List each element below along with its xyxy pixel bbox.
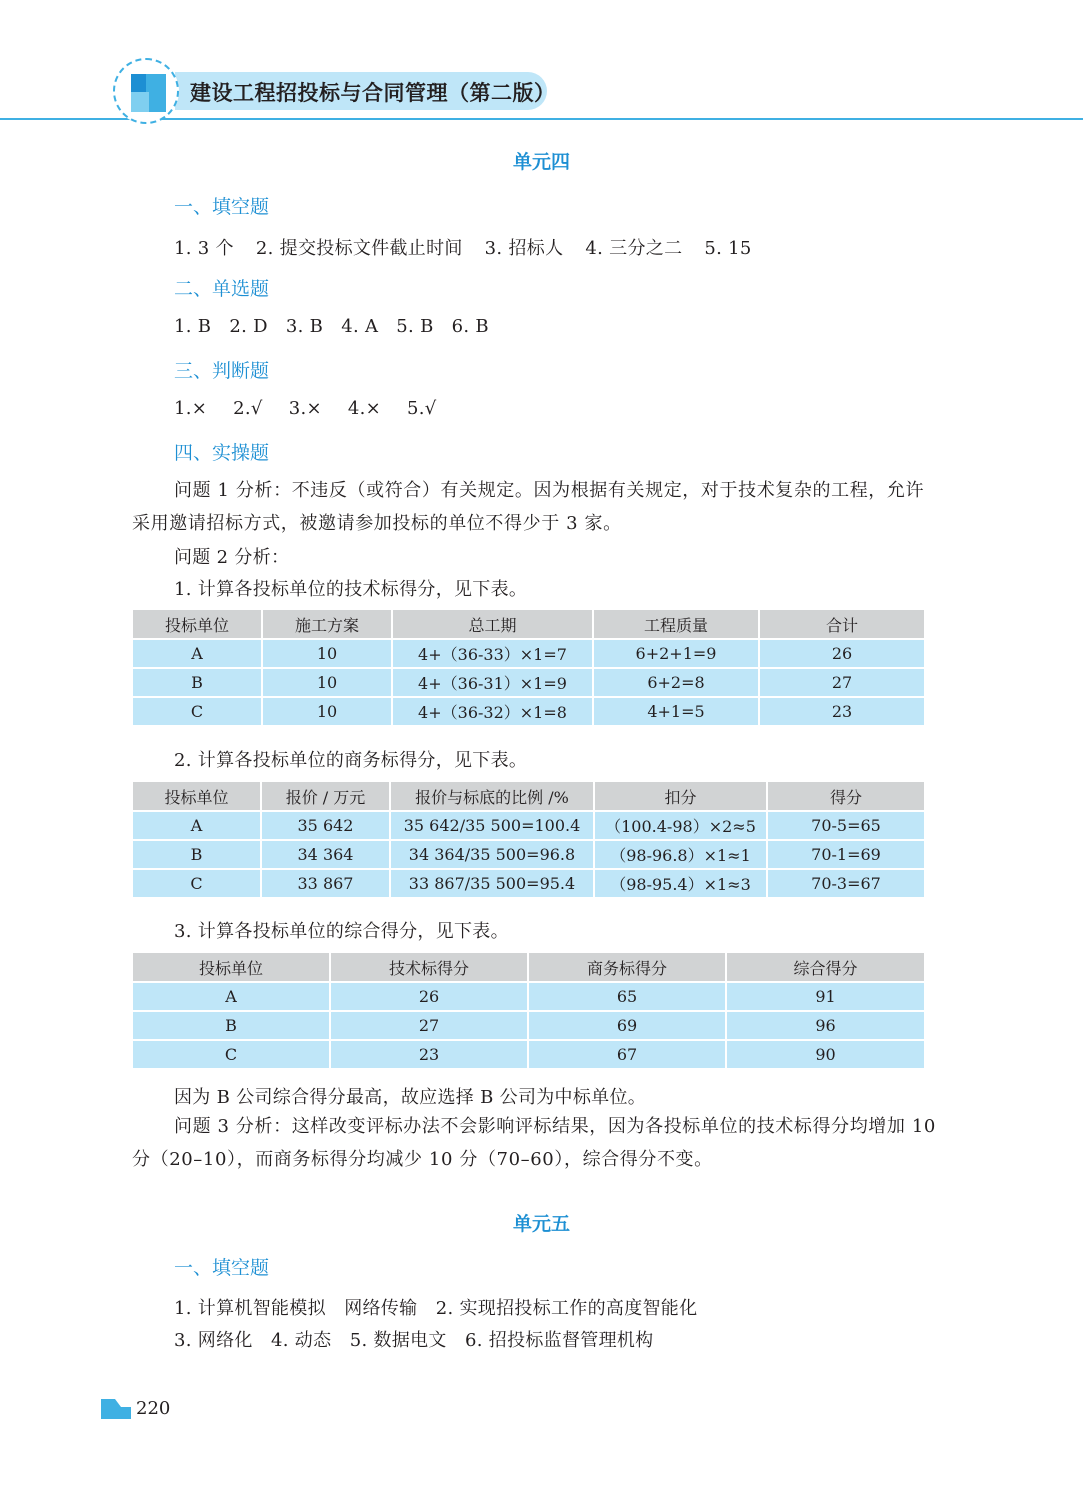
table-cell: 6+2=8 bbox=[593, 668, 759, 697]
step-text: 3. 计算各投标单位的综合得分，见下表。 bbox=[174, 921, 509, 942]
answer-line: 3. 网络化 4. 动态 5. 数据电文 6. 招投标监督管理机构 bbox=[174, 1330, 654, 1351]
answer-item: 1. B bbox=[174, 316, 212, 337]
table-row bbox=[132, 697, 925, 726]
table-cell: 34 364/35 500=96.8 bbox=[390, 840, 594, 869]
table-row bbox=[132, 1011, 925, 1040]
table-cell: 65 bbox=[528, 982, 726, 1011]
table-cell: C bbox=[132, 869, 261, 898]
table-cell: 34 364 bbox=[261, 840, 390, 869]
table-cell: （98-95.4）×1≈3 bbox=[594, 869, 767, 898]
table-cell: 35 642/35 500=100.4 bbox=[390, 811, 594, 840]
table-cell: A bbox=[132, 982, 330, 1011]
logo-square-icon bbox=[131, 92, 149, 112]
table-cell: 10 bbox=[262, 697, 392, 726]
answer-item: 5. B bbox=[396, 316, 434, 337]
answer-item: 5. 15 bbox=[704, 238, 752, 259]
answer-item: 2. D bbox=[229, 316, 268, 337]
unit-title: 单元四 bbox=[512, 151, 570, 173]
table-cell: 90 bbox=[726, 1040, 925, 1069]
column-header: 投标单位 bbox=[132, 609, 262, 639]
table-row bbox=[132, 840, 925, 869]
answer-item: 3. B bbox=[285, 316, 324, 337]
table-cell: 4+（36-31）×1=9 bbox=[392, 668, 593, 697]
tech-score-table bbox=[131, 608, 926, 727]
column-header: 总工期 bbox=[392, 609, 593, 639]
table-row bbox=[132, 639, 925, 668]
page-tab-icon bbox=[101, 1399, 131, 1419]
column-header: 投标单位 bbox=[132, 952, 330, 982]
section-heading: 一、填空题 bbox=[174, 196, 270, 218]
answer-line: 1. 计算机智能模拟 网络传输 2. 实现招投标工作的高度智能化 bbox=[174, 1298, 698, 1319]
table-cell: A bbox=[132, 811, 261, 840]
table-row bbox=[132, 668, 925, 697]
table-cell: B bbox=[132, 668, 262, 697]
table-cell: B bbox=[132, 1011, 330, 1040]
answer-line bbox=[174, 234, 774, 260]
column-header: 报价 / 万元 bbox=[261, 781, 390, 811]
column-header: 扣分 bbox=[594, 781, 767, 811]
step-text: 1. 计算各投标单位的技术标得分，见下表。 bbox=[174, 579, 528, 600]
table-cell: （98-96.8）×1≈1 bbox=[594, 840, 767, 869]
answer-item: 4. 三分之二 bbox=[585, 238, 683, 259]
section-heading: 一、填空题 bbox=[174, 1257, 270, 1279]
table-cell: 33 867/35 500=95.4 bbox=[390, 869, 594, 898]
logo-square-icon bbox=[146, 74, 166, 112]
table-row bbox=[132, 869, 925, 898]
answer-line bbox=[174, 316, 507, 337]
column-header: 综合得分 bbox=[726, 952, 925, 982]
page-header bbox=[0, 0, 1083, 130]
table-cell: A bbox=[132, 639, 262, 668]
table-cell: 33 867 bbox=[261, 869, 390, 898]
answer-item: 2.√ bbox=[233, 398, 263, 419]
answer-item: 4.× bbox=[347, 398, 382, 419]
table-cell: 4+1=5 bbox=[593, 697, 759, 726]
column-header: 得分 bbox=[767, 781, 925, 811]
table-cell: 23 bbox=[330, 1040, 528, 1069]
table-cell: 67 bbox=[528, 1040, 726, 1069]
answer-item: 4. A bbox=[341, 316, 379, 337]
table-cell: 70-5=65 bbox=[767, 811, 925, 840]
table-row bbox=[132, 1040, 925, 1069]
table-cell: 26 bbox=[330, 982, 528, 1011]
section-heading: 四、实操题 bbox=[174, 442, 270, 464]
answer-item: 5.√ bbox=[407, 398, 437, 419]
analysis-label: 问题 2 分析： bbox=[174, 547, 290, 568]
column-header: 技术标得分 bbox=[330, 952, 528, 982]
table-cell: 27 bbox=[759, 668, 925, 697]
table-cell: 6+2+1=9 bbox=[593, 639, 759, 668]
table-cell: 70-1=69 bbox=[767, 840, 925, 869]
answer-item: 1. 3 个 bbox=[174, 238, 234, 259]
table-cell: 27 bbox=[330, 1011, 528, 1040]
step-text: 2. 计算各投标单位的商务标得分，见下表。 bbox=[174, 750, 528, 771]
table-cell: 69 bbox=[528, 1011, 726, 1040]
table-cell: B bbox=[132, 840, 261, 869]
table-cell: C bbox=[132, 1040, 330, 1069]
table-row bbox=[132, 811, 925, 840]
unit-title: 单元五 bbox=[512, 1213, 570, 1235]
table-header-row bbox=[132, 609, 925, 639]
table-cell: 26 bbox=[759, 639, 925, 668]
column-header: 投标单位 bbox=[132, 781, 261, 811]
table-cell: 4+（36-32）×1=8 bbox=[392, 697, 593, 726]
answer-item: 3. 招标人 bbox=[484, 238, 564, 259]
column-header: 商务标得分 bbox=[528, 952, 726, 982]
table-row bbox=[132, 982, 925, 1011]
table-header-row bbox=[132, 781, 925, 811]
table-header-row bbox=[132, 952, 925, 982]
column-header: 工程质量 bbox=[593, 609, 759, 639]
table-cell: 4+（36-33）×1=7 bbox=[392, 639, 593, 668]
column-header: 施工方案 bbox=[262, 609, 392, 639]
column-header: 报价与标底的比例 /% bbox=[390, 781, 594, 811]
section-heading: 二、单选题 bbox=[174, 278, 270, 300]
column-header: 合计 bbox=[759, 609, 925, 639]
section-heading: 三、判断题 bbox=[174, 360, 270, 382]
table-cell: 70-3=67 bbox=[767, 869, 925, 898]
answer-item: 6. B bbox=[451, 316, 489, 337]
table-cell: C bbox=[132, 697, 262, 726]
answer-item: 2. 提交投标文件截止时间 bbox=[255, 238, 463, 259]
commercial-score-table bbox=[131, 780, 926, 899]
table-cell: 35 642 bbox=[261, 811, 390, 840]
table-cell: 91 bbox=[726, 982, 925, 1011]
overall-score-table bbox=[131, 951, 926, 1070]
table-cell: 23 bbox=[759, 697, 925, 726]
page-number: 220 bbox=[136, 1398, 171, 1419]
answer-line bbox=[174, 398, 463, 419]
analysis-paragraph: 问题 1 分析：不违反（或符合）有关规定。因为根据有关规定，对于技术复杂的工程，允许采用邀请招标方式，被邀请参加投标的单位不得少于 3 家。 bbox=[132, 480, 925, 534]
answer-item: 3.× bbox=[288, 398, 322, 419]
table-cell: 10 bbox=[262, 639, 392, 668]
book-title: 建设工程招投标与合同管理（第二版） bbox=[190, 81, 556, 105]
conclusion-text: 因为 B 公司综合得分最高，故应选择 B 公司为中标单位。 bbox=[174, 1087, 647, 1108]
table-cell: （100.4-98）×2≈5 bbox=[594, 811, 767, 840]
analysis-paragraph: 问题 3 分析：这样改变评标办法不会影响评标结果，因为各投标单位的技术标得分均增加 10 分（20–10），而商务标得分均减少 10 分（70–60），综合得分不变。 bbox=[132, 1116, 936, 1170]
table-cell: 10 bbox=[262, 668, 392, 697]
answer-item: 1.× bbox=[174, 398, 208, 419]
table-cell: 96 bbox=[726, 1011, 925, 1040]
